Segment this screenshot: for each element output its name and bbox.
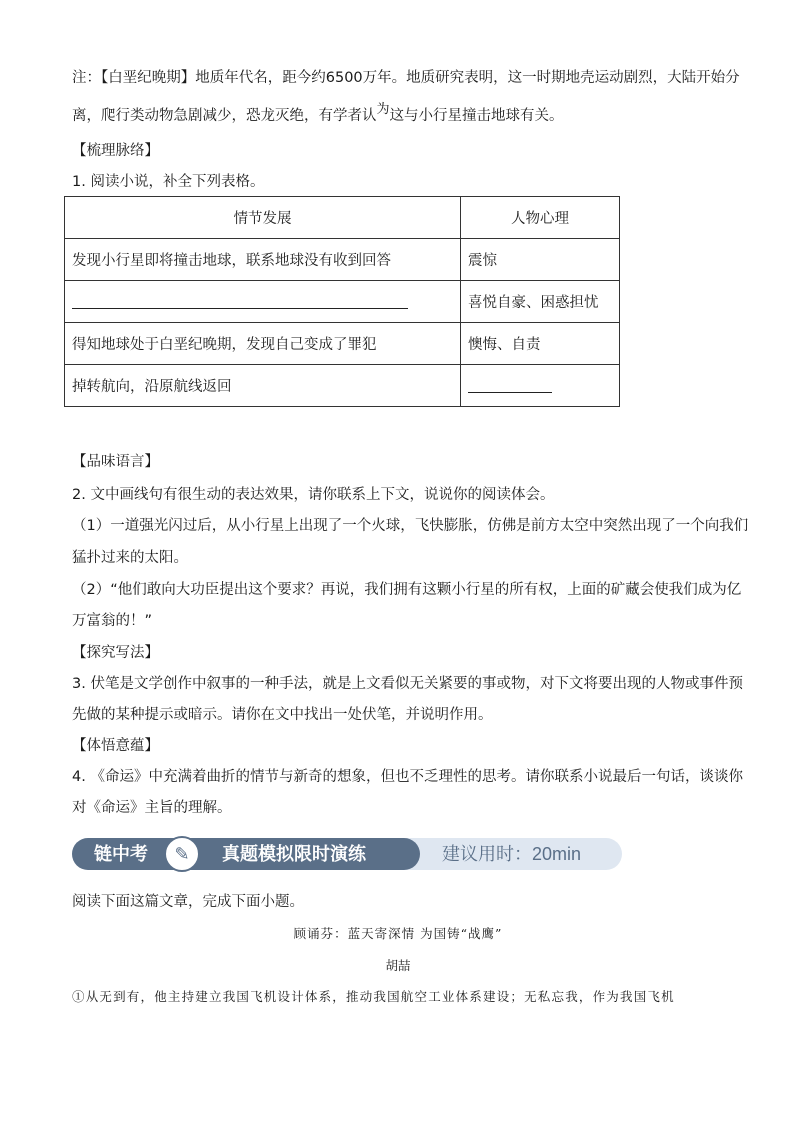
section-taste-heading: 【品味语言】 [72,454,159,470]
header-mind: 人物心理 [461,197,620,239]
cell-mind-blank[interactable] [461,365,620,407]
note-raised-char: 为 [376,102,390,117]
question-4-line-1: 4. 《命运》中充满着曲折的情节与新奇的想象，但也不乏理性的思考。请你联系小说最后一句话，谈谈你 [72,769,743,785]
banner-left-label: 链中考 [94,844,148,864]
section-explore-heading: 【探究写法】 [72,645,159,661]
plot-table [64,196,620,407]
reading-intro: 阅读下面这篇文章，完成下面小题。 [72,894,304,910]
question-2: 2. 文中画线句有很生动的表达效果，请你联系上下文，说说你的阅读体会。 [72,487,555,503]
cell-mind: 震惊 [461,239,620,281]
question-2-item-1-line-1: （1）一道强光闪过后，从小行星上出现了一个火球，飞快膨胀，仿佛是前方太空中突然出现了一个向我们 [72,518,749,534]
question-1: 1. 阅读小说，补全下列表格。 [72,174,265,190]
note-line-1: 注：【白垩纪晚期】地质年代名，距今约6500万年。地质研究表明，这一时期地壳运动剧烈，大陆开始分 [72,70,740,86]
table-row [65,239,620,281]
banner-time-label: 建议用时：20min [442,844,582,864]
section-insight-heading: 【体悟意蕴】 [72,738,159,754]
question-3-line-2: 先做的某种提示或暗示。请你在文中找出一处伏笔，并说明作用。 [72,707,493,723]
note-line-2 [72,102,724,127]
question-2-item-2-line-1: （2）“他们敢向大功臣提出这个要求？再说，我们拥有这颗小行星的所有权，上面的矿藏会使我们成为亿 [72,582,742,598]
table-row [65,323,620,365]
article-title: 顾诵芬：蓝天寄深情 为国铸“战鹰” [293,926,503,941]
practice-banner [72,836,622,872]
cell-plot: 掉转航向，沿原航线返回 [65,365,461,407]
answer-blank-line[interactable] [72,294,408,309]
cell-plot: 发现小行星即将撞击地球，联系地球没有收到回答 [65,239,461,281]
question-2-item-2-line-2: 万富翁的！” [72,613,153,629]
banner-middle-label: 真题模拟限时演练 [222,844,366,864]
cell-mind: 懊悔、自责 [461,323,620,365]
question-3-line-1: 3. 伏笔是文学创作中叙事的一种手法，就是上文看似无关紧要的事或物，对下文将要出现的人物或事件预 [72,676,743,692]
article-author: 胡喆 [385,958,411,973]
table-row [65,365,620,407]
cell-plot-blank[interactable] [65,281,461,323]
header-plot: 情节发展 [65,197,461,239]
cell-mind: 喜悦自豪、困惑担忧 [461,281,620,323]
question-4-line-2: 对《命运》主旨的理解。 [72,800,232,816]
pen-nib-icon: ✎ [164,836,200,872]
note-line-2-text-a: 离，爬行类动物急剧减少，恐龙灭绝，有学者认 [72,108,377,124]
article-paragraph-1: ①从无到有，他主持建立我国飞机设计体系，推动我国航空工业体系建设；无私忘我，作为我国飞机 [72,989,675,1004]
note-line-2-text-b: 这与小行星撞击地球有关。 [389,108,564,124]
answer-blank-line[interactable] [468,378,552,393]
question-2-item-1-line-2: 猛扑过来的太阳。 [72,550,188,566]
table-header-row [65,197,620,239]
table-row [65,281,620,323]
section-sort-heading: 【梳理脉络】 [72,143,159,159]
cell-plot: 得知地球处于白垩纪晚期，发现自己变成了罪犯 [65,323,461,365]
